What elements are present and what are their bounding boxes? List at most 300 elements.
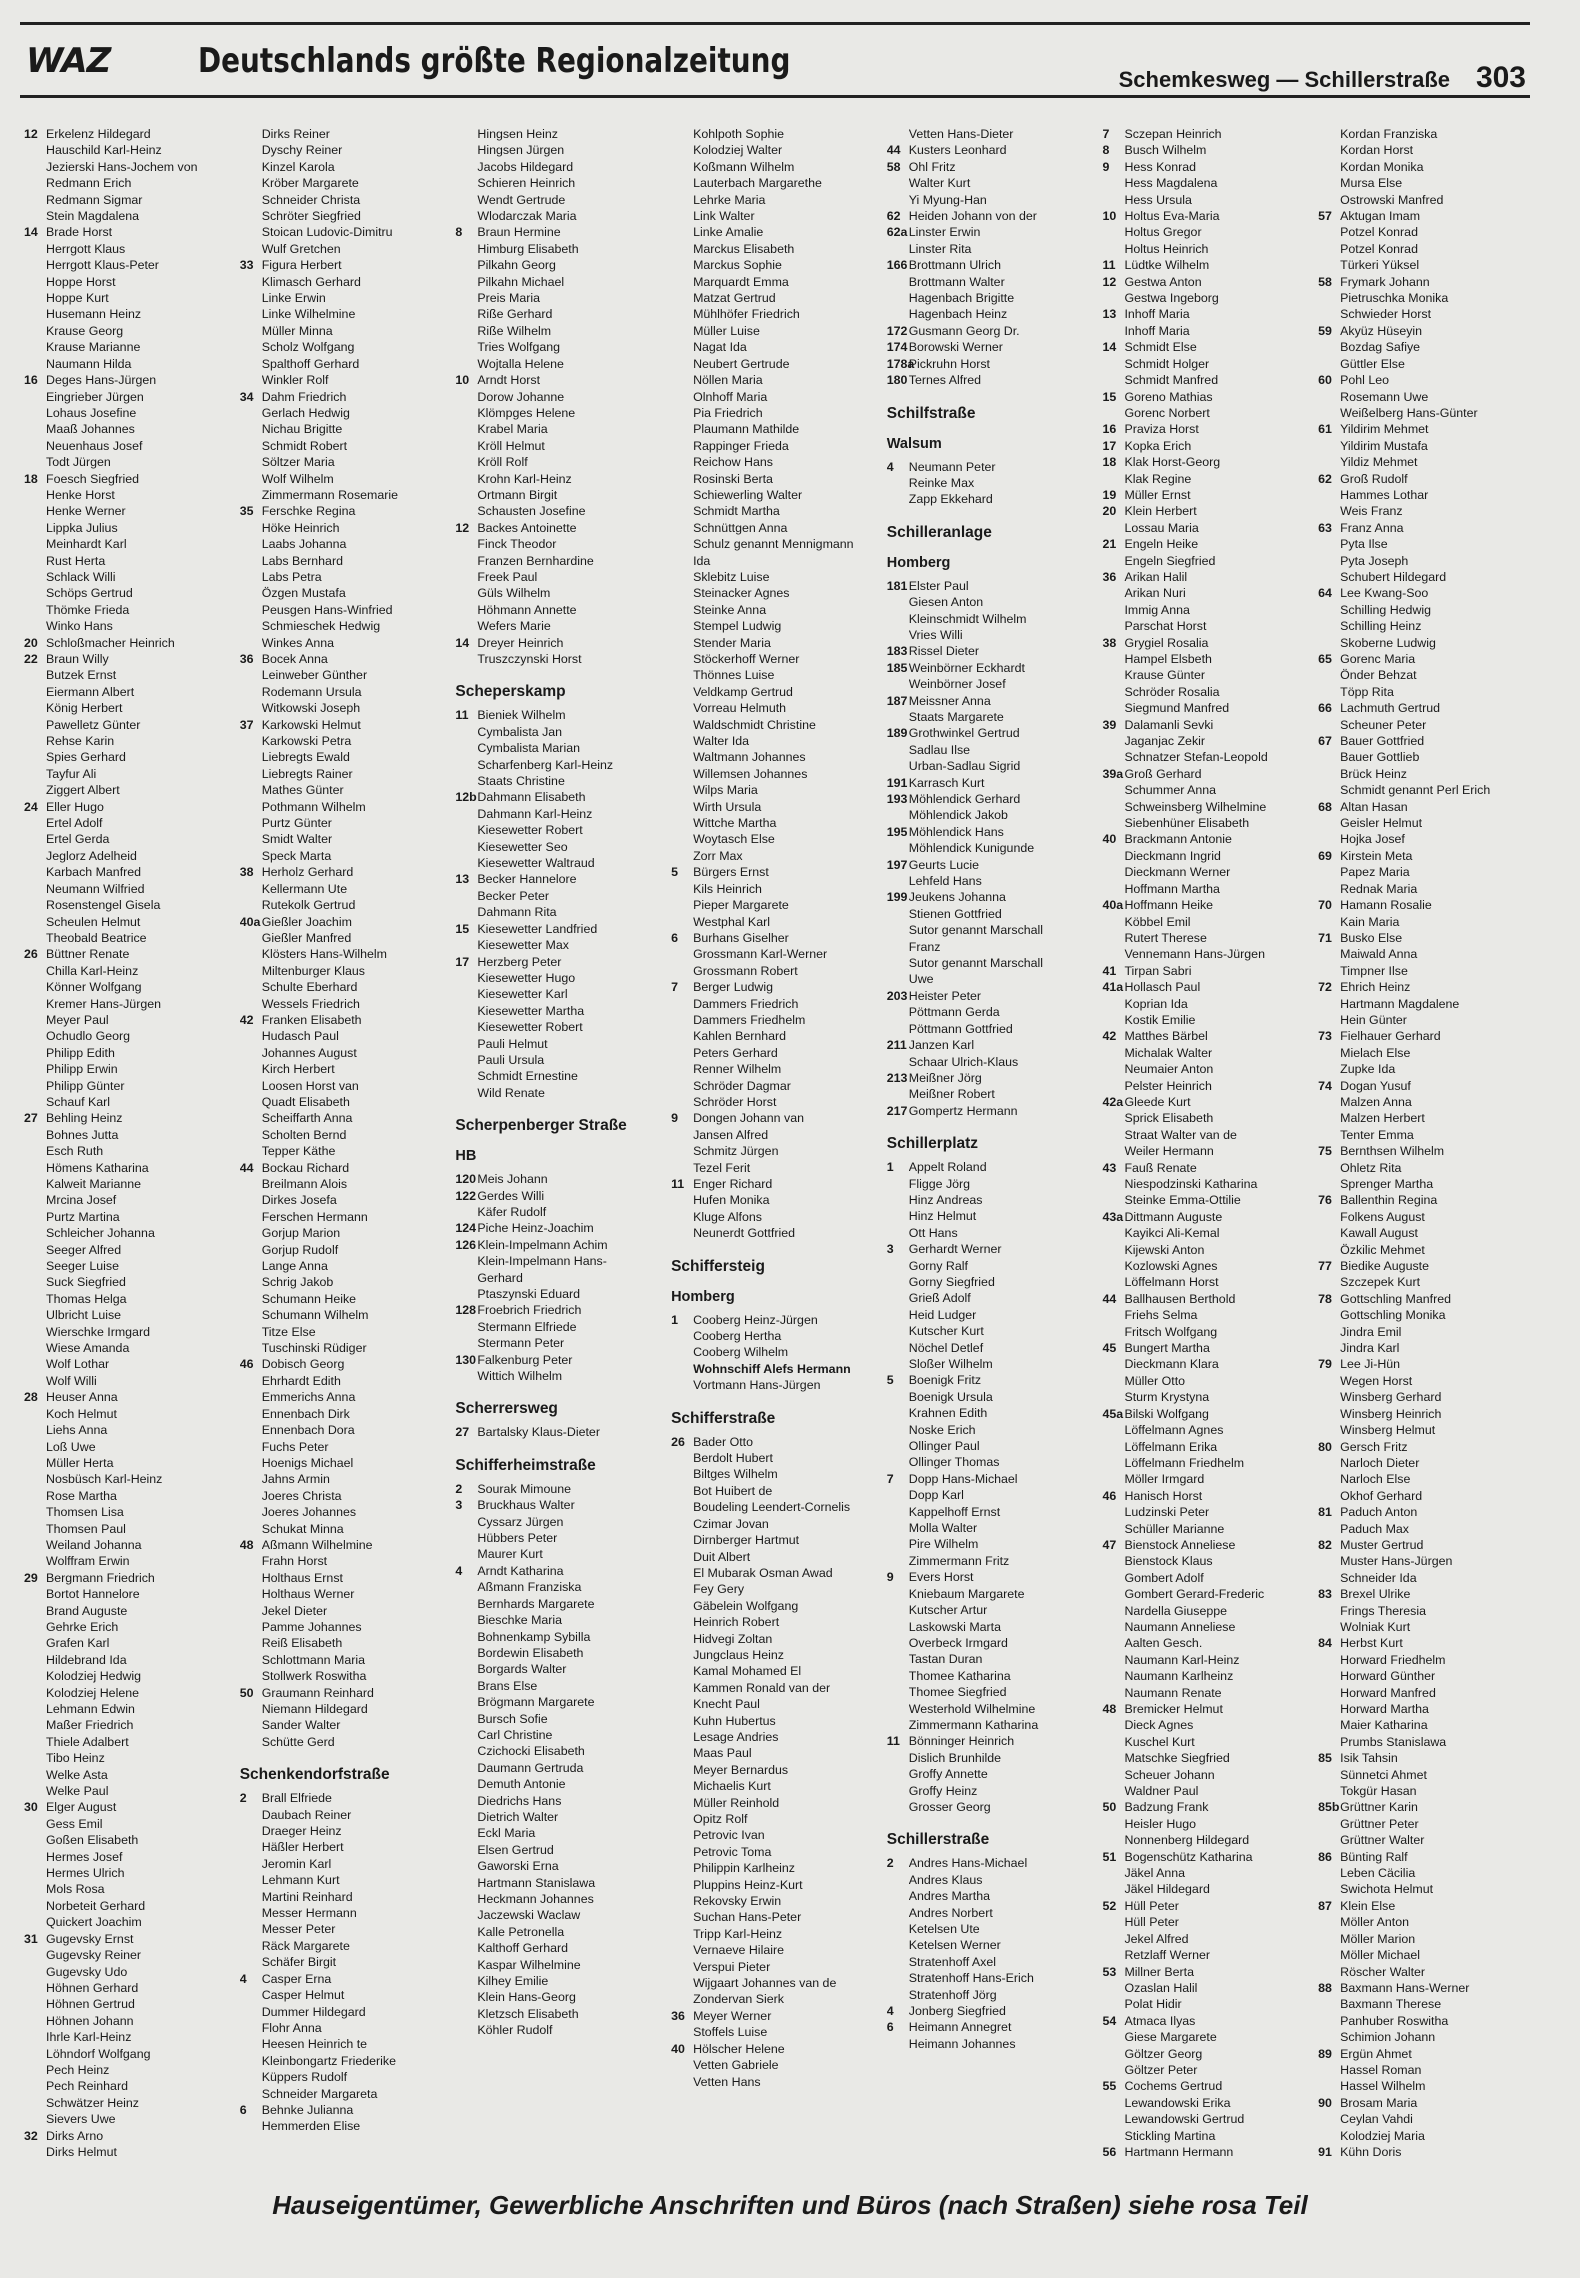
resident-name: Kiesewetter Martha xyxy=(477,1003,585,1018)
directory-entry xyxy=(887,306,1095,322)
resident-name: Stickling Martina xyxy=(1124,2128,1216,2143)
directory-entry xyxy=(24,1865,232,1881)
resident-name: Hojka Josef xyxy=(1340,832,1405,847)
directory-entry xyxy=(887,1905,1095,1921)
resident-name: Ostrowski Manfred xyxy=(1340,192,1444,207)
resident-name: Bieniek Wilhelm xyxy=(477,708,566,723)
directory-entry xyxy=(1318,1209,1526,1225)
resident-name: Papez Maria xyxy=(1340,865,1410,880)
directory-entry xyxy=(671,1680,879,1696)
directory-entry xyxy=(24,1406,232,1422)
resident-name: Reinke Max xyxy=(908,475,975,490)
directory-entry xyxy=(240,635,448,651)
directory-entry xyxy=(455,339,663,355)
directory-entry xyxy=(1102,290,1310,306)
directory-entry xyxy=(887,611,1095,627)
directory-entry xyxy=(240,1242,448,1258)
directory-entry xyxy=(240,1685,448,1701)
directory-column xyxy=(451,126,667,2166)
house-number: 16 xyxy=(24,373,38,388)
directory-entry xyxy=(1102,963,1310,979)
directory-entry xyxy=(671,274,879,290)
directory-entry xyxy=(887,1684,1095,1700)
resident-name: Käfer Rudolf xyxy=(477,1204,547,1219)
directory-entry xyxy=(24,2046,232,2062)
resident-name: Bieschke Maria xyxy=(477,1613,563,1628)
directory-entry xyxy=(455,1825,663,1841)
house-number: 3 xyxy=(455,1498,463,1513)
directory-entry xyxy=(1102,1291,1310,1307)
house-number: 197 xyxy=(886,857,908,872)
resident-name: Baxmann Therese xyxy=(1340,1997,1442,2012)
resident-name: Schubert Hildegard xyxy=(1340,569,1447,584)
directory-entry xyxy=(1102,175,1310,191)
directory-column xyxy=(1314,126,1530,2166)
directory-entry xyxy=(455,921,663,937)
resident-name: Draeger Heinz xyxy=(261,1824,342,1839)
directory-entry xyxy=(1102,1783,1310,1799)
resident-name: Sünnetci Ahmet xyxy=(1340,1767,1427,1782)
resident-name: Hartmann Stanislawa xyxy=(477,1875,596,1890)
resident-name: Ehrich Heinz xyxy=(1340,980,1411,995)
directory-entry xyxy=(1318,1603,1526,1619)
directory-entry xyxy=(1102,1570,1310,1586)
directory-entry xyxy=(240,241,448,257)
resident-name: Räck Margarete xyxy=(261,1938,350,1953)
directory-entry xyxy=(455,1188,663,1204)
resident-name: Flohr Anna xyxy=(261,2020,322,2035)
resident-name: Neumann Wilfried xyxy=(46,881,145,896)
directory-entry xyxy=(671,1434,879,1450)
directory-entry xyxy=(455,1546,663,1562)
resident-name: Welke Asta xyxy=(46,1767,108,1782)
directory-entry xyxy=(1318,274,1526,290)
directory-entry xyxy=(455,372,663,388)
resident-name: Schröter Siegfried xyxy=(261,209,361,224)
directory-entry xyxy=(1102,831,1310,847)
directory-entry xyxy=(24,1553,232,1569)
directory-entry xyxy=(24,1307,232,1323)
directory-entry xyxy=(24,684,232,700)
directory-entry xyxy=(1318,914,1526,930)
house-number: 76 xyxy=(1318,1193,1332,1208)
resident-name: Zupke Ida xyxy=(1340,1062,1396,1077)
directory-entry xyxy=(1318,2128,1526,2144)
directory-entry xyxy=(1102,1832,1310,1848)
directory-entry xyxy=(240,1521,448,1537)
resident-name: Hildebrand Ida xyxy=(46,1652,127,1667)
directory-entry xyxy=(240,1291,448,1307)
resident-name: Rosinski Berta xyxy=(693,471,773,486)
directory-entry xyxy=(24,815,232,831)
directory-entry xyxy=(1318,831,1526,847)
resident-name: Ertel Adolf xyxy=(46,816,103,831)
directory-entry xyxy=(887,356,1095,372)
resident-name: Kalthoff Gerhard xyxy=(477,1941,569,1956)
directory-column xyxy=(667,126,883,2166)
directory-entry xyxy=(1318,1980,1526,1996)
directory-entry xyxy=(240,2036,448,2052)
house-number: 53 xyxy=(1102,1964,1117,1979)
directory-entry xyxy=(240,1078,448,1094)
resident-name: Sloßer Wilhelm xyxy=(908,1357,993,1371)
resident-name: Scholz Wolfgang xyxy=(261,340,355,355)
directory-entry xyxy=(1318,339,1526,355)
directory-entry xyxy=(671,1729,879,1745)
directory-entry xyxy=(1102,1258,1310,1274)
directory-entry xyxy=(455,1352,663,1368)
directory-entry xyxy=(887,1471,1095,1487)
directory-entry xyxy=(1318,1127,1526,1143)
resident-name: Evers Horst xyxy=(908,1570,974,1585)
resident-name: Brall Elfriede xyxy=(261,1791,332,1806)
directory-entry xyxy=(887,2036,1095,2052)
resident-name: Kröll Helmut xyxy=(477,438,545,453)
resident-name: Kluge Alfons xyxy=(693,1209,762,1224)
resident-name: Behling Heinz xyxy=(46,1111,123,1126)
resident-name: Thönnes Luise xyxy=(693,668,775,683)
directory-entry xyxy=(24,1242,232,1258)
resident-name: Hampel Elsbeth xyxy=(1124,652,1212,666)
resident-name: Holtus Heinrich xyxy=(1124,241,1209,256)
district-heading: Homberg xyxy=(886,554,951,571)
resident-name: Jindra Emil xyxy=(1340,1324,1402,1339)
directory-entry xyxy=(887,1855,1095,1871)
house-number: 62a xyxy=(886,225,908,240)
house-number: 13 xyxy=(1102,307,1117,322)
resident-name: Steinke Emma-Ottilie xyxy=(1124,1193,1241,1208)
directory-entry xyxy=(887,1258,1095,1274)
directory-entry xyxy=(1102,1373,1310,1389)
resident-name: Hidvegi Zoltan xyxy=(693,1631,773,1646)
resident-name: Özkilic Mehmet xyxy=(1340,1242,1425,1257)
house-number: 38 xyxy=(239,865,254,880)
directory-entry xyxy=(1318,487,1526,503)
resident-name: Norbeteit Gerhard xyxy=(46,1898,146,1913)
resident-name: Andres Klaus xyxy=(908,1872,983,1887)
directory-entry xyxy=(671,1110,879,1126)
house-number: 12 xyxy=(1102,274,1117,289)
resident-name: Lachmuth Gertrud xyxy=(1340,701,1440,716)
house-number: 181 xyxy=(886,578,908,593)
resident-name: Schmidt Else xyxy=(1124,340,1197,355)
resident-name: Heimann Johannes xyxy=(908,2036,1016,2051)
resident-name: Chilla Karl-Heinz xyxy=(46,963,139,978)
directory-entry xyxy=(240,864,448,880)
directory-entry xyxy=(1102,733,1310,749)
directory-entry xyxy=(1318,1455,1526,1471)
directory-entry xyxy=(671,1361,879,1377)
house-number: 77 xyxy=(1318,1259,1332,1274)
street-heading: Schifferheimstraße xyxy=(455,1456,596,1474)
resident-name: Tezel Ferit xyxy=(693,1160,751,1175)
resident-name: Karkowski Petra xyxy=(261,734,352,749)
resident-name: Michalak Walter xyxy=(1124,1045,1213,1060)
resident-name: Bernhards Margarete xyxy=(477,1596,595,1611)
resident-name: Cymbalista Marian xyxy=(477,741,580,756)
street-heading: Schifferstraße xyxy=(671,1409,776,1427)
directory-entry xyxy=(24,520,232,536)
directory-entry xyxy=(887,857,1095,873)
directory-entry xyxy=(24,339,232,355)
resident-name: Swichota Helmut xyxy=(1340,1882,1434,1897)
directory-entry xyxy=(1102,749,1310,765)
directory-entry xyxy=(1318,1734,1526,1750)
resident-name: Vortmann Hans-Jürgen xyxy=(693,1378,821,1393)
directory-entry xyxy=(887,971,1095,987)
resident-name: Meyer Bernardus xyxy=(693,1762,789,1777)
resident-name: Narloch Else xyxy=(1340,1472,1411,1487)
directory-entry xyxy=(1102,684,1310,700)
resident-name: Müller Minna xyxy=(261,323,333,338)
directory-entry xyxy=(24,1783,232,1799)
directory-entry xyxy=(671,1614,879,1630)
resident-name: Retzlaff Werner xyxy=(1124,1948,1211,1963)
resident-name: Gießler Joachim xyxy=(261,914,352,929)
directory-entry xyxy=(240,1471,448,1487)
resident-name: Kinzel Karola xyxy=(261,159,335,174)
house-number: 183 xyxy=(886,644,908,659)
directory-entry xyxy=(1318,1291,1526,1307)
directory-entry xyxy=(24,2111,232,2127)
directory-entry xyxy=(24,1914,232,1930)
directory-entry xyxy=(24,257,232,273)
directory-entry xyxy=(455,1809,663,1825)
resident-name: Schausten Josefine xyxy=(477,504,586,519)
directory-entry xyxy=(887,1037,1095,1053)
resident-name: Biedike Auguste xyxy=(1340,1259,1429,1274)
resident-name: Schmidt genannt Perl Erich xyxy=(1340,783,1491,798)
directory-entry xyxy=(671,848,879,864)
resident-name: Bienstock Klaus xyxy=(1124,1554,1213,1569)
resident-name: Schilling Heinz xyxy=(1340,619,1422,634)
directory-entry xyxy=(671,1192,879,1208)
resident-name: Figura Herbert xyxy=(261,258,342,273)
resident-name: Sander Walter xyxy=(261,1718,341,1733)
directory-entry xyxy=(455,1907,663,1923)
directory-entry xyxy=(24,2128,232,2144)
directory-entry xyxy=(24,1504,232,1520)
directory-entry xyxy=(240,1324,448,1340)
directory-entry xyxy=(1318,1012,1526,1028)
house-number: 69 xyxy=(1318,848,1332,863)
directory-entry xyxy=(671,1598,879,1614)
resident-name: Dieckmann Ingrid xyxy=(1124,848,1221,863)
resident-name: Frahn Horst xyxy=(261,1554,328,1569)
resident-name: Dongen Johann van xyxy=(693,1111,804,1126)
resident-name: Titze Else xyxy=(261,1324,316,1339)
house-number: 11 xyxy=(886,1734,900,1749)
directory-entry xyxy=(240,1889,448,1905)
directory-entry xyxy=(240,274,448,290)
resident-name: Schmidt Manfred xyxy=(1124,373,1219,388)
directory-entry xyxy=(24,749,232,765)
directory-entry xyxy=(671,1942,879,1958)
resident-name: Weiland Johanna xyxy=(46,1537,142,1552)
directory-entry xyxy=(1102,536,1310,552)
directory-entry xyxy=(887,2019,1095,2035)
resident-name: Hartmann Hermann xyxy=(1124,2144,1234,2159)
house-number: 33 xyxy=(239,258,254,273)
directory-entry xyxy=(887,192,1095,208)
directory-entry xyxy=(240,520,448,536)
resident-name: Henke Horst xyxy=(46,487,115,502)
resident-name: Kleinbongartz Friederike xyxy=(261,2053,396,2068)
resident-name: Daumann Gertruda xyxy=(477,1760,584,1775)
directory-entry xyxy=(1102,1094,1310,1110)
resident-name: Hüll Peter xyxy=(1124,1898,1179,1913)
directory-entry xyxy=(1318,1537,1526,1553)
resident-name: Gleede Kurt xyxy=(1124,1094,1191,1109)
house-number: 42 xyxy=(239,1012,254,1027)
house-number: 126 xyxy=(455,1237,477,1252)
resident-name: Wlodarczak Maria xyxy=(477,209,577,224)
directory-entry xyxy=(887,1340,1095,1356)
resident-name: Jeglorz Adelheid xyxy=(46,848,137,863)
district-heading: Walsum xyxy=(886,435,942,452)
resident-name: Verspui Pieter xyxy=(693,1959,771,1974)
resident-name: Schnüttgen Anna xyxy=(693,520,788,535)
resident-name: Panhuber Roswitha xyxy=(1340,2013,1449,2028)
directory-entry xyxy=(24,1143,232,1159)
directory-entry xyxy=(671,996,879,1012)
resident-name: Schmidt Robert xyxy=(261,438,348,453)
resident-name: Löffelmann Friedhelm xyxy=(1124,1455,1245,1470)
directory-entry xyxy=(24,1964,232,1980)
resident-name: Heiden Johann von der xyxy=(908,209,1037,224)
resident-name: Linster Erwin xyxy=(908,225,981,240)
house-number: 41 xyxy=(1102,963,1117,978)
resident-name: Parschat Horst xyxy=(1124,619,1207,634)
resident-name: Eiermann Albert xyxy=(46,684,135,699)
resident-name: Casper Helmut xyxy=(261,1988,345,2003)
house-number: 32 xyxy=(24,2128,38,2143)
directory-entry xyxy=(1102,159,1310,175)
street-heading: Schiffersteig xyxy=(671,1257,765,1275)
resident-name: Wegen Horst xyxy=(1340,1373,1413,1388)
resident-name: Lippka Julius xyxy=(46,520,118,535)
resident-name: Hübbers Peter xyxy=(477,1531,558,1546)
resident-name: Grosser Georg xyxy=(908,1799,991,1814)
directory-entry xyxy=(455,208,663,224)
directory-entry xyxy=(887,372,1095,388)
directory-entry xyxy=(887,1054,1095,1070)
house-number: 217 xyxy=(886,1103,908,1118)
directory-entry xyxy=(1318,2111,1526,2127)
resident-name: Sutor genannt Marschall xyxy=(908,923,1044,938)
resident-name: Möller Michael xyxy=(1340,1948,1420,1963)
directory-entry xyxy=(24,1750,232,1766)
directory-entry xyxy=(455,2022,663,2038)
resident-name: Kamal Mohamed El xyxy=(693,1664,802,1679)
resident-name: Diedrichs Hans xyxy=(477,1793,562,1808)
directory-entry xyxy=(24,1061,232,1077)
resident-name: Schwätzer Heinz xyxy=(46,2095,139,2110)
resident-name: Linke Amalie xyxy=(693,225,764,240)
house-number: 41a xyxy=(1102,980,1124,995)
resident-name: Ennenbach Dora xyxy=(261,1423,355,1438)
resident-name: Suck Siegfried xyxy=(46,1275,126,1290)
house-number: 12b xyxy=(455,790,477,805)
directory-entry xyxy=(240,914,448,930)
resident-name: Bruckhaus Walter xyxy=(477,1498,575,1513)
resident-name: Gießler Manfred xyxy=(261,930,352,945)
directory-entry xyxy=(24,881,232,897)
house-number: 8 xyxy=(455,225,463,240)
directory-entry xyxy=(455,290,663,306)
resident-name: Dahmann Elisabeth xyxy=(477,790,586,805)
directory-entry xyxy=(1318,635,1526,651)
resident-name: Grüttner Karin xyxy=(1340,1800,1418,1815)
resident-name: Möhlendick Hans xyxy=(908,824,1004,839)
resident-name: Kolodziej Walter xyxy=(693,143,783,158)
directory-entry xyxy=(455,1497,663,1513)
directory-entry xyxy=(455,536,663,552)
resident-name: Pöttmann Gerda xyxy=(908,1005,1000,1020)
house-number: 44 xyxy=(1102,1291,1117,1306)
resident-name: Olnhoff Maria xyxy=(693,389,768,404)
directory-entry xyxy=(455,740,663,756)
directory-entry xyxy=(24,126,232,142)
directory-entry xyxy=(887,1520,1095,1536)
resident-name: Seeger Luise xyxy=(46,1259,120,1274)
resident-name: Nagat Ida xyxy=(693,340,747,355)
resident-name: Maiwald Anna xyxy=(1340,947,1418,962)
resident-name: Kleinschmidt Wilhelm xyxy=(908,611,1027,626)
resident-name: Kohlpoth Sophie xyxy=(693,127,785,141)
directory-entry xyxy=(24,667,232,683)
resident-name: Hinz Andreas xyxy=(908,1192,983,1207)
resident-name: Hess Konrad xyxy=(1124,159,1197,174)
resident-name: Matzat Gertrud xyxy=(693,291,776,306)
directory-entry xyxy=(240,1734,448,1750)
directory-entry xyxy=(671,1532,879,1548)
resident-name: Mrcina Josef xyxy=(46,1193,117,1208)
directory-entry xyxy=(455,1530,663,1546)
directory-entry xyxy=(887,1454,1095,1470)
resident-name: Lee Ji-Hün xyxy=(1340,1357,1401,1372)
directory-entry xyxy=(240,930,448,946)
resident-name: Tenter Emma xyxy=(1340,1127,1414,1142)
resident-name: Löffelmann Agnes xyxy=(1124,1423,1224,1438)
directory-entry xyxy=(671,257,879,273)
directory-entry xyxy=(1318,897,1526,913)
directory-entry xyxy=(455,1891,663,1907)
directory-entry xyxy=(1318,766,1526,782)
resident-name: Groffy Annette xyxy=(908,1767,988,1782)
directory-entry xyxy=(240,1373,448,1389)
house-number: 10 xyxy=(455,373,470,388)
directory-entry xyxy=(887,257,1095,273)
resident-name: Pawelletz Günter xyxy=(46,717,141,732)
resident-name: Güls Wilhelm xyxy=(477,586,551,601)
house-number: 187 xyxy=(886,693,908,708)
resident-name: Dietrich Walter xyxy=(477,1809,559,1824)
house-number: 66 xyxy=(1318,701,1332,716)
directory-entry xyxy=(455,1514,663,1530)
resident-name: Kostik Emilie xyxy=(1124,1012,1196,1027)
resident-name: Potzel Konrad xyxy=(1340,225,1418,240)
resident-name: Schmieschek Hedwig xyxy=(261,619,381,634)
directory-entry xyxy=(455,1481,663,1497)
resident-name: Cochems Gertrud xyxy=(1124,2079,1223,2094)
directory-entry xyxy=(24,635,232,651)
resident-name: Wendt Gertrude xyxy=(477,192,566,207)
directory-entry xyxy=(240,1971,448,1987)
directory-entry xyxy=(455,389,663,405)
resident-name: Höhnen Johann xyxy=(46,2013,134,2028)
resident-name: Krause Georg xyxy=(46,323,124,338)
